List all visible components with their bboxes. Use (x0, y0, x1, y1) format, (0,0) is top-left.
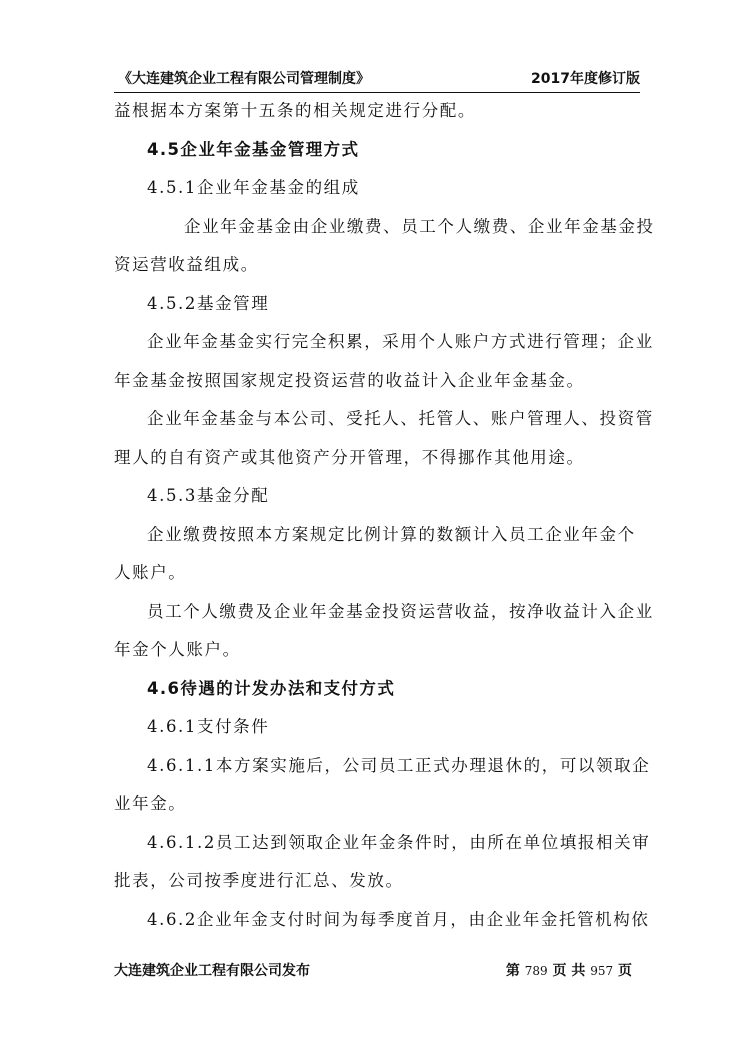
footer-publisher: 大连建筑企业工程有限公司发布 (114, 963, 310, 979)
page-number (506, 960, 632, 980)
subsection-heading: 4.5.2基金管理 (147, 293, 270, 313)
paragraph-line: 企业年金基金实行完全积累，采用个人账户方式进行管理；企业 (147, 332, 654, 351)
paragraph-line: 年金个人账户。 (114, 640, 241, 659)
paragraph-line: 4.6.1.2员工达到领取企业年金条件时，由所在单位填报相关审 (147, 832, 651, 852)
page-suffix: 页 (618, 963, 632, 979)
page-current: 789 (524, 964, 548, 978)
page-total: 957 (590, 964, 614, 978)
page-mid: 页 共 (552, 963, 586, 979)
subsection-heading: 4.5.1企业年金基金的组成 (147, 178, 360, 197)
paragraph-line: 员工个人缴费及企业年金基金投资运营收益，按净收益计入企业 (147, 601, 654, 621)
header-edition: 2017年度修订版 (531, 71, 640, 87)
subsection-heading: 4.6.1支付条件 (147, 717, 270, 736)
section-heading: 4.6待遇的计发办法和支付方式 (147, 678, 396, 698)
paragraph-line: 企业年金基金与本公司、受托人、托管人、账户管理人、投资管 (147, 409, 654, 428)
paragraph-line: 4.6.1.1本方案实施后，公司员工正式办理退休的，可以领取企 (147, 755, 651, 775)
paragraph-line: 益根据本方案第十五条的相关规定进行分配。 (114, 101, 476, 120)
paragraph-line: 资运营收益组成。 (114, 255, 259, 274)
subsection-heading: 4.5.3基金分配 (147, 486, 270, 505)
paragraph-line: 理人的自有资产或其他资产分开管理，不得挪作其他用途。 (114, 447, 585, 467)
paragraph-line: 4.6.2企业年金支付时间为每季度首月，由企业年金托管机构依 (147, 909, 650, 929)
paragraph-line: 年金基金按照国家规定投资运营的收益计入企业年金基金。 (114, 370, 585, 390)
paragraph-line: 人账户。 (114, 563, 187, 582)
paragraph-line: 企业缴费按照本方案规定比例计算的数额计入员工企业年金个 (147, 524, 636, 544)
page-prefix: 第 (505, 963, 520, 979)
page-footer (114, 960, 640, 982)
paragraph-line: 业年金。 (114, 794, 187, 813)
header-title: 《大连建筑企业工程有限公司管理制度》 (118, 71, 370, 87)
document-body (114, 92, 655, 939)
paragraph-line: 企业年金基金由企业缴费、员工个人缴费、企业年金基金投 (184, 216, 655, 236)
section-heading: 4.5企业年金基金管理方式 (147, 139, 360, 159)
page-header (114, 66, 640, 93)
paragraph-line: 批表，公司按季度进行汇总、发放。 (114, 871, 404, 890)
